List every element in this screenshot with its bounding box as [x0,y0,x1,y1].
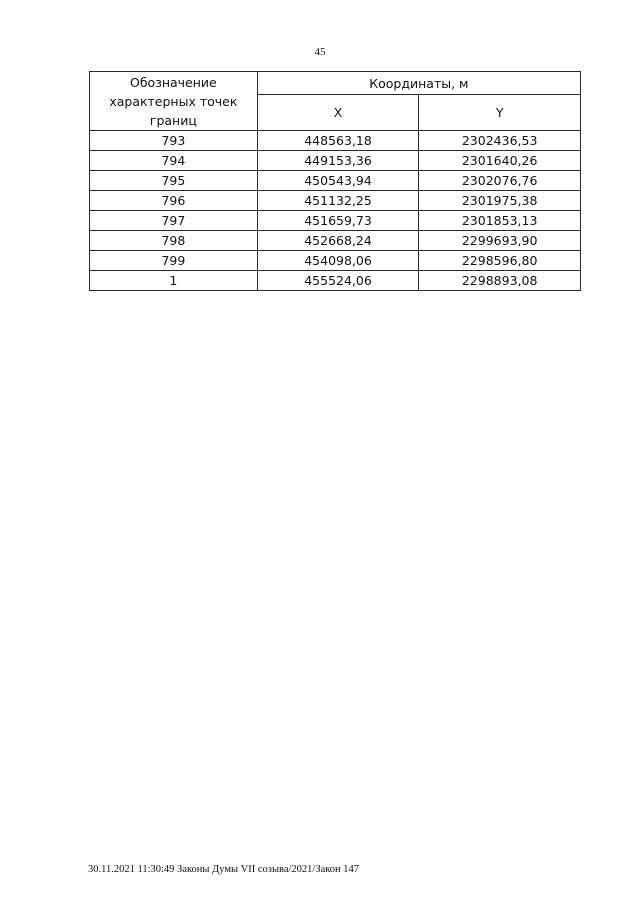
table-row [90,151,581,171]
table-row [90,271,581,291]
table-row [90,231,581,251]
cell-x: 448563,18 [257,131,419,151]
cell-y: 2298893,08 [419,271,581,291]
cell-point: 795 [90,171,258,191]
cell-x: 454098,06 [257,251,419,271]
cell-point: 797 [90,211,258,231]
cell-y: 2302076,76 [419,171,581,191]
cell-point: 1 [90,271,258,291]
coordinates-table [89,71,581,291]
cell-y: 2301975,38 [419,191,581,211]
cell-point: 796 [90,191,258,211]
header-point-designation: Обозначение характерных точек границ [90,72,258,131]
cell-point: 798 [90,231,258,251]
table-row [90,251,581,271]
page-number: 45 [314,46,326,58]
cell-x: 451659,73 [257,211,419,231]
table-header [90,72,581,131]
cell-y: 2302436,53 [419,131,581,151]
header-y: Y [419,95,581,131]
cell-y: 2298596,80 [419,251,581,271]
cell-y: 2301853,13 [419,211,581,231]
cell-x: 455524,06 [257,271,419,291]
cell-point: 793 [90,131,258,151]
cell-y: 2301640,26 [419,151,581,171]
header-coordinates: Координаты, м [257,72,580,95]
table-row [90,171,581,191]
header-row [90,72,581,95]
cell-y: 2299693,90 [419,231,581,251]
cell-x: 451132,25 [257,191,419,211]
cell-point: 794 [90,151,258,171]
cell-point: 799 [90,251,258,271]
cell-x: 449153,36 [257,151,419,171]
table-row [90,131,581,151]
header-x: X [257,95,419,131]
table-body [90,131,581,291]
cell-x: 452668,24 [257,231,419,251]
cell-x: 450543,94 [257,171,419,191]
table-row [90,191,581,211]
table-row [90,211,581,231]
document-footer: 30.11.2021 11:30:49 Законы Думы VII созыва/2021/Закон 147 [88,864,360,875]
